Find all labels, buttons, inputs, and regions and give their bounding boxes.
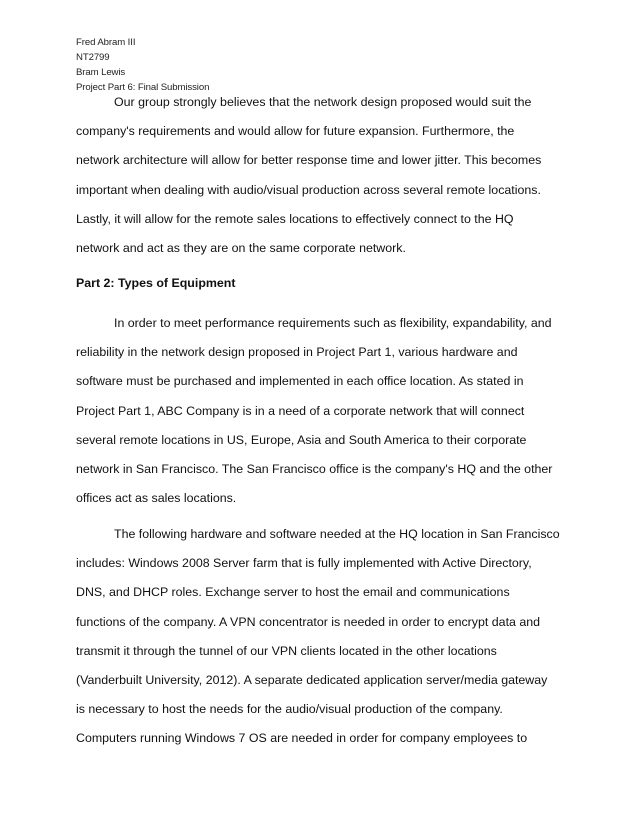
document-header (76, 35, 209, 95)
course-code: NT2799 (76, 52, 110, 63)
paragraph-line: is necessary to host the needs for the audio/visual production of the company. (76, 702, 503, 717)
paragraph-line: Computers running Windows 7 OS are needed in order for company employees to (76, 731, 528, 746)
paragraph-equipment-intro (76, 309, 572, 513)
paragraph-line: company's requirements and would allow for future expansion. Furthermore, the (76, 124, 515, 139)
instructor-name: Bram Lewis (76, 67, 126, 78)
paragraph-line: transmit it through the tunnel of our VPN clients located in the other locations (76, 643, 497, 658)
paragraph-line: network architecture will allow for better response time and lower jitter. This becomes (76, 153, 542, 168)
paragraph-line: offices act as sales locations. (76, 491, 237, 506)
paragraph-line: reliability in the network design proposed in Project Part 1, various hardware and (76, 345, 518, 360)
paragraph-line: network and act as they are on the same corporate network. (76, 241, 406, 256)
section-heading: Part 2: Types of Equipment (76, 276, 236, 290)
paragraph-line: Lastly, it will allow for the remote sales locations to effectively connect to the HQ (76, 211, 514, 226)
paragraph-line: Our group strongly believes that the network design proposed would suit the (114, 95, 532, 109)
assignment-title: Project Part 6: Final Submission (76, 82, 210, 93)
paragraph-line: includes: Windows 2008 Server farm that is fully implemented with Active Directory, (76, 556, 532, 571)
paragraph-hq-equipment (76, 520, 572, 754)
paragraph-line: (Vanderbuilt University, 2012). A separate dedicated application server/media gateway (76, 673, 548, 688)
paragraph-line: software must be purchased and implemented in each office location. As stated in (76, 374, 524, 389)
paragraph-intro (76, 88, 572, 263)
paragraph-line: network in San Francisco. The San Francisco office is the company's HQ and the other (76, 462, 553, 477)
author-name: Fred Abram III (76, 37, 136, 48)
paragraph-line: The following hardware and software needed at the HQ location in San Francisco (114, 527, 560, 541)
paragraph-line: functions of the company. A VPN concentrator is needed in order to encrypt data and (76, 614, 541, 629)
paragraph-line: In order to meet performance requirements such as flexibility, expandability, and (114, 316, 552, 330)
paragraph-line: important when dealing with audio/visual production across several remote locations. (76, 182, 541, 197)
paragraph-line: Project Part 1, ABC Company is in a need of a corporate network that will connect (76, 403, 525, 418)
paragraph-line: DNS, and DHCP roles. Exchange server to host the email and communications (76, 585, 510, 600)
paragraph-line: several remote locations in US, Europe, Asia and South America to their corporate (76, 432, 527, 447)
